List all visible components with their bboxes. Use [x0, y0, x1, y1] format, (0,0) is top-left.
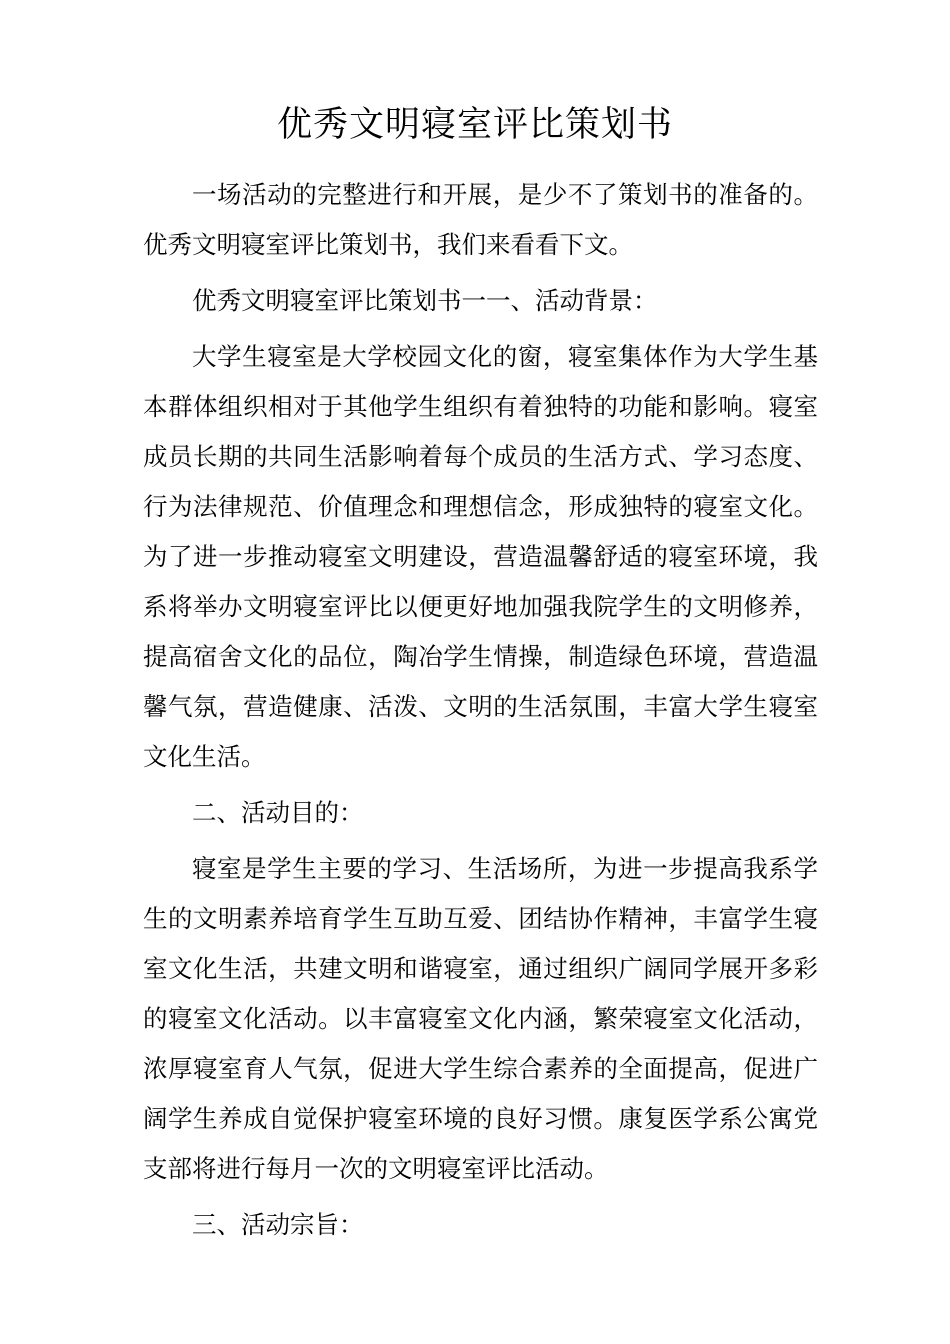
document-body: [143, 170, 818, 1256]
section-heading-purpose: 二、活动目的：: [192, 798, 364, 827]
purpose-paragraph: 寝室是学生主要的学习、生活场所，为进一步提高我系学生的文明素养培育学生互助互爱、团结协作精神，丰富学生寝室文化生活，共建文明和谐寝室，通过组织广阔同学展开多彩的寝室文化活动。以丰富寝室文化内涵，繁荣寝室文化活动，浓厚寝室育人气氛，促进大学生综合素养的全面提高，促进广阔学生养成自觉保护寝室环境的良好习惯。康复医学系公寓党支部将进行每月一次的文明寝室评比活动。: [143, 854, 818, 1183]
section-heading-background: 优秀文明寝室评比策划书一一、活动背景：: [192, 286, 658, 315]
section-heading-aim: 三、活动宗旨：: [192, 1210, 364, 1239]
document-title: 优秀文明寝室评比策划书: [276, 105, 673, 145]
background-paragraph: 大学生寝室是大学校园文化的窗，寝室集体作为大学生基本群体组织相对于其他学生组织有着独特的功能和影响。寝室成员长期的共同生活影响着每个成员的生活方式、学习态度、行为法律规范、价值理念和理想信念，形成独特的寝室文化。为了进一步推动寝室文明建设，营造温馨舒适的寝室环境，我系将举办文明寝室评比以便更好地加强我院学生的文明修养，提高宿舍文化的品位，陶冶学生情操，制造绿色环境，营造温馨气氛，营造健康、活泼、文明的生活氛围，丰富大学生寝室文化生活。: [143, 342, 818, 771]
intro-paragraph: 一场活动的完整进行和开展，是少不了策划书的准备的。优秀文明寝室评比策划书，我们来看看下文。: [143, 180, 818, 259]
